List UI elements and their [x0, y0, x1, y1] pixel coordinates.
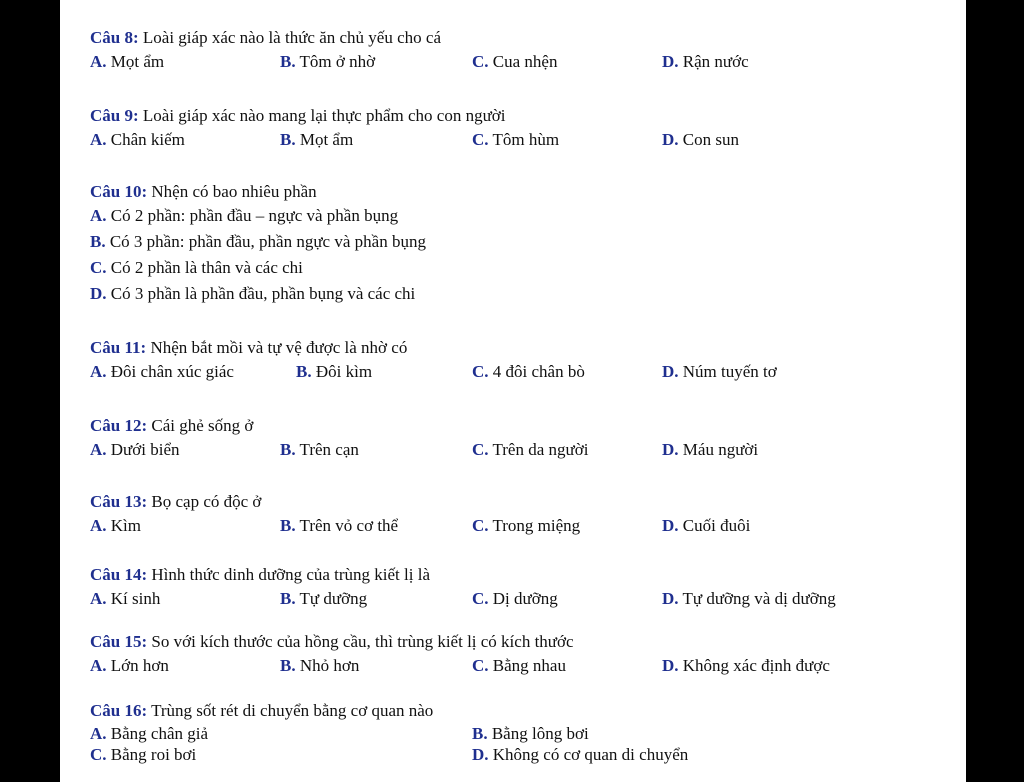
option-text: Trên cạn [299, 440, 359, 459]
option-letter: D. [662, 130, 679, 149]
option-text: Bằng nhau [492, 656, 566, 675]
option-letter: C. [472, 130, 489, 149]
question-number: Câu 13: [90, 492, 148, 511]
question-10 [90, 180, 950, 306]
option-letter: B. [280, 52, 296, 71]
option-letter: A. [90, 206, 107, 225]
option-text: Không có cơ quan di chuyển [492, 745, 689, 764]
option-d [662, 438, 758, 462]
option-c [472, 360, 585, 384]
question-title [90, 180, 950, 204]
document-page [60, 0, 966, 782]
question-text: Trùng sốt rét di chuyển bằng cơ quan nào [151, 701, 434, 720]
option-letter: D. [662, 52, 679, 71]
option-text: Có 3 phần: phần đầu, phần ngực và phần bụng [109, 232, 426, 251]
option-d [472, 744, 688, 765]
question-title [90, 336, 950, 360]
question-text: Bọ cạp có độc ở [151, 492, 262, 511]
options-row [90, 360, 950, 384]
option-letter: A. [90, 724, 107, 743]
option-b [280, 128, 353, 152]
option-text: Trên da người [492, 440, 589, 459]
option-a [90, 587, 160, 611]
question-11 [90, 336, 950, 384]
option-c [472, 654, 566, 678]
question-number: Câu 14: [90, 565, 148, 584]
option-letter: B. [90, 232, 106, 251]
option-text: Bằng lông bơi [491, 724, 589, 743]
option-letter: C. [472, 516, 489, 535]
option-a [90, 360, 234, 384]
option-text: Không xác định được [682, 656, 830, 675]
option-b [280, 587, 367, 611]
question-title [90, 699, 950, 723]
option-text: Lớn hơn [110, 656, 169, 675]
option-letter: D. [662, 589, 679, 608]
option-b [280, 438, 359, 462]
option-text: Tôm ở nhờ [299, 52, 376, 71]
option-d [662, 50, 749, 74]
question-text: Loài giáp xác nào là thức ăn chủ yếu cho cá [142, 28, 441, 47]
option-letter: D. [662, 362, 679, 381]
option-text: Tự dưỡng [299, 589, 368, 608]
question-title [90, 414, 950, 438]
option-a [90, 204, 950, 228]
option-text: Máu người [682, 440, 759, 459]
option-c [90, 256, 950, 280]
option-letter: A. [90, 440, 107, 459]
option-text: Cuối đuôi [682, 516, 751, 535]
option-text: Con sun [682, 130, 739, 149]
question-13 [90, 490, 950, 538]
option-b [472, 723, 589, 744]
option-letter: D. [662, 440, 679, 459]
question-title [90, 630, 950, 654]
question-text: Nhện bắt mồi và tự vệ được là nhờ có [150, 338, 408, 357]
question-number: Câu 16: [90, 701, 148, 720]
question-12 [90, 414, 950, 462]
option-letter: C. [472, 656, 489, 675]
option-a [90, 514, 141, 538]
option-b [296, 360, 372, 384]
option-text: Tự dưỡng và dị dưỡng [682, 589, 836, 608]
option-c [90, 744, 196, 765]
options-row [90, 744, 950, 765]
option-d [662, 514, 750, 538]
question-title [90, 563, 950, 587]
option-letter: C. [90, 745, 107, 764]
question-14 [90, 563, 950, 611]
option-text: Dị dưỡng [492, 589, 558, 608]
option-c [472, 50, 557, 74]
option-letter: C. [472, 589, 489, 608]
option-c [472, 587, 558, 611]
option-text: Có 2 phần là thân và các chi [110, 258, 303, 277]
question-number: Câu 15: [90, 632, 148, 651]
option-text: Kí sinh [110, 589, 161, 608]
option-letter: A. [90, 656, 107, 675]
options-row [90, 50, 950, 74]
question-number: Câu 11: [90, 338, 147, 357]
question-number: Câu 9: [90, 106, 139, 125]
question-16 [90, 699, 950, 765]
option-text: Bằng roi bơi [110, 745, 197, 764]
option-letter: B. [296, 362, 312, 381]
option-text: Mọt ẩm [110, 52, 165, 71]
option-b [280, 514, 398, 538]
option-text: Mọt ẩm [299, 130, 354, 149]
option-text: Có 3 phần là phần đầu, phần bụng và các chi [110, 284, 416, 303]
option-c [472, 438, 588, 462]
question-text: Hình thức dinh dưỡng của trùng kiết lị là [151, 565, 430, 584]
option-d [662, 360, 777, 384]
option-letter: C. [472, 362, 489, 381]
option-b [280, 50, 375, 74]
option-letter: D. [472, 745, 489, 764]
question-number: Câu 10: [90, 182, 148, 201]
option-letter: A. [90, 130, 107, 149]
option-letter: D. [662, 516, 679, 535]
option-letter: B. [280, 516, 296, 535]
option-letter: A. [90, 52, 107, 71]
question-text: Nhện có bao nhiêu phần [151, 182, 317, 201]
option-b [280, 654, 359, 678]
options-row [90, 438, 950, 462]
option-text: Trong miệng [492, 516, 581, 535]
question-title [90, 26, 950, 50]
question-text: Cái ghẻ sống ở [151, 416, 254, 435]
options-row [90, 514, 950, 538]
option-a [90, 723, 208, 744]
option-text: Có 2 phần: phần đầu – ngực và phần bụng [110, 206, 399, 225]
question-text: So với kích thước của hồng cầu, thì trùng kiết lị có kích thước [151, 632, 574, 651]
option-letter: B. [472, 724, 488, 743]
question-9 [90, 104, 950, 152]
option-a [90, 654, 169, 678]
option-text: Trên vỏ cơ thể [299, 516, 399, 535]
option-a [90, 438, 180, 462]
question-title [90, 104, 950, 128]
option-text: Chân kiếm [110, 130, 185, 149]
option-text: Nhỏ hơn [299, 656, 360, 675]
option-c [472, 514, 580, 538]
option-d [662, 654, 830, 678]
option-letter: C. [90, 258, 107, 277]
option-text: Bằng chân giả [110, 724, 209, 743]
option-letter: D. [90, 284, 107, 303]
options-row [90, 128, 950, 152]
question-text: Loài giáp xác nào mang lại thực phẩm cho con người [142, 106, 506, 125]
option-c [472, 128, 559, 152]
options-row [90, 723, 950, 744]
option-d [90, 282, 950, 306]
question-number: Câu 8: [90, 28, 139, 47]
option-text: Dưới biển [110, 440, 180, 459]
option-letter: C. [472, 52, 489, 71]
option-letter: C. [472, 440, 489, 459]
option-letter: B. [280, 440, 296, 459]
option-a [90, 50, 164, 74]
option-text: Đôi kìm [315, 362, 373, 381]
option-letter: B. [280, 656, 296, 675]
option-text: Tôm hùm [492, 130, 560, 149]
option-text: Cua nhện [492, 52, 558, 71]
option-text: Rận nước [682, 52, 749, 71]
options-row [90, 654, 950, 678]
option-b [90, 230, 950, 254]
option-letter: B. [280, 130, 296, 149]
option-d [662, 128, 739, 152]
option-letter: A. [90, 516, 107, 535]
option-text: Đôi chân xúc giác [110, 362, 234, 381]
option-text: Núm tuyến tơ [682, 362, 777, 381]
option-letter: B. [280, 589, 296, 608]
question-title [90, 490, 950, 514]
option-a [90, 128, 185, 152]
option-d [662, 587, 836, 611]
option-letter: D. [662, 656, 679, 675]
option-letter: A. [90, 362, 107, 381]
question-number: Câu 12: [90, 416, 148, 435]
option-text: Kìm [110, 516, 142, 535]
option-letter: A. [90, 589, 107, 608]
option-text: 4 đôi chân bò [492, 362, 585, 381]
options-row [90, 587, 950, 611]
question-8 [90, 26, 950, 74]
question-15 [90, 630, 950, 678]
